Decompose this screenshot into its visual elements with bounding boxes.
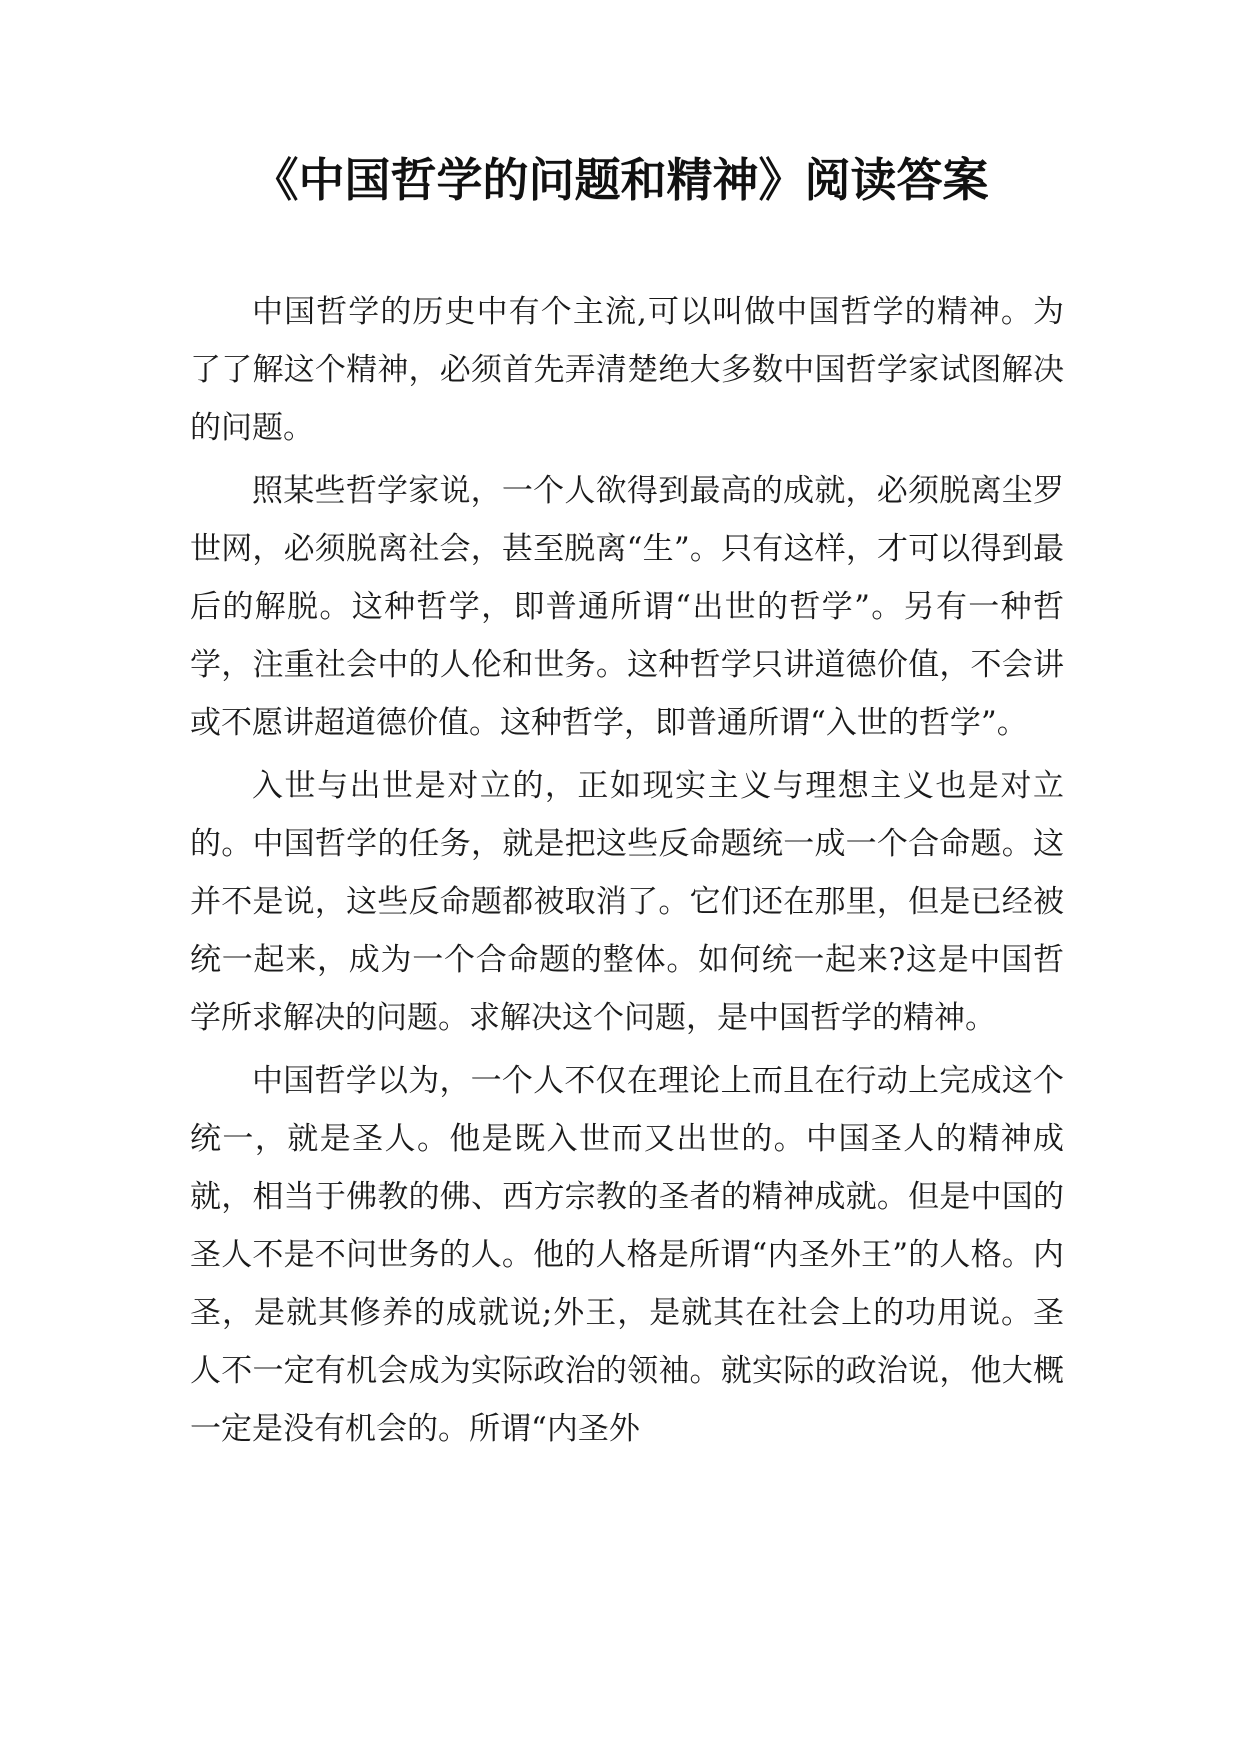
paragraph: 入世与出世是对立的，正如现实主义与理想主义也是对立的。中国哲学的任务，就是把这些反命题统一成一个合命题。这并不是说，这些反命题都被取消了。它们还在那里，但是已经被统一起来，成为一个合命题的整体。如何统一起来?这是中国哲学所求解决的问题。求解决这个问题，是中国哲学的精神。 — [190, 768, 1064, 1036]
document-title: 《中国哲学的问题和精神》阅读答案 — [252, 153, 989, 207]
paragraph: 中国哲学的历史中有个主流,可以叫做中国哲学的精神。为了了解这个精神，必须首先弄清楚绝大多数中国哲学家试图解决的问题。 — [190, 294, 1064, 446]
document-body — [190, 283, 1064, 1463]
paragraph: 中国哲学以为，一个人不仅在理论上而且在行动上完成这个统一，就是圣人。他是既入世而又出世的。中国圣人的精神成就，相当于佛教的佛、西方宗教的圣者的精神成就。但是中国的圣人不是不问世务的人。他的人格是所谓“内圣外王”的人格。内圣，是就其修养的成就说;外王，是就其在社会上的功用说。圣人不一定有机会成为实际政治的领袖。就实际的政治说，他大概一定是没有机会的。所谓“内圣外 — [190, 1063, 1064, 1447]
paragraph: 照某些哲学家说，一个人欲得到最高的成就，必须脱离尘罗世网，必须脱离社会，甚至脱离“生”。只有这样，才可以得到最后的解脱。这种哲学，即普通所谓“出世的哲学”。另有一种哲学，注重社会中的人伦和世务。这种哲学只讲道德价值，不会讲或不愿讲超道德价值。这种哲学，即普通所谓“入世的哲学”。 — [190, 473, 1064, 741]
